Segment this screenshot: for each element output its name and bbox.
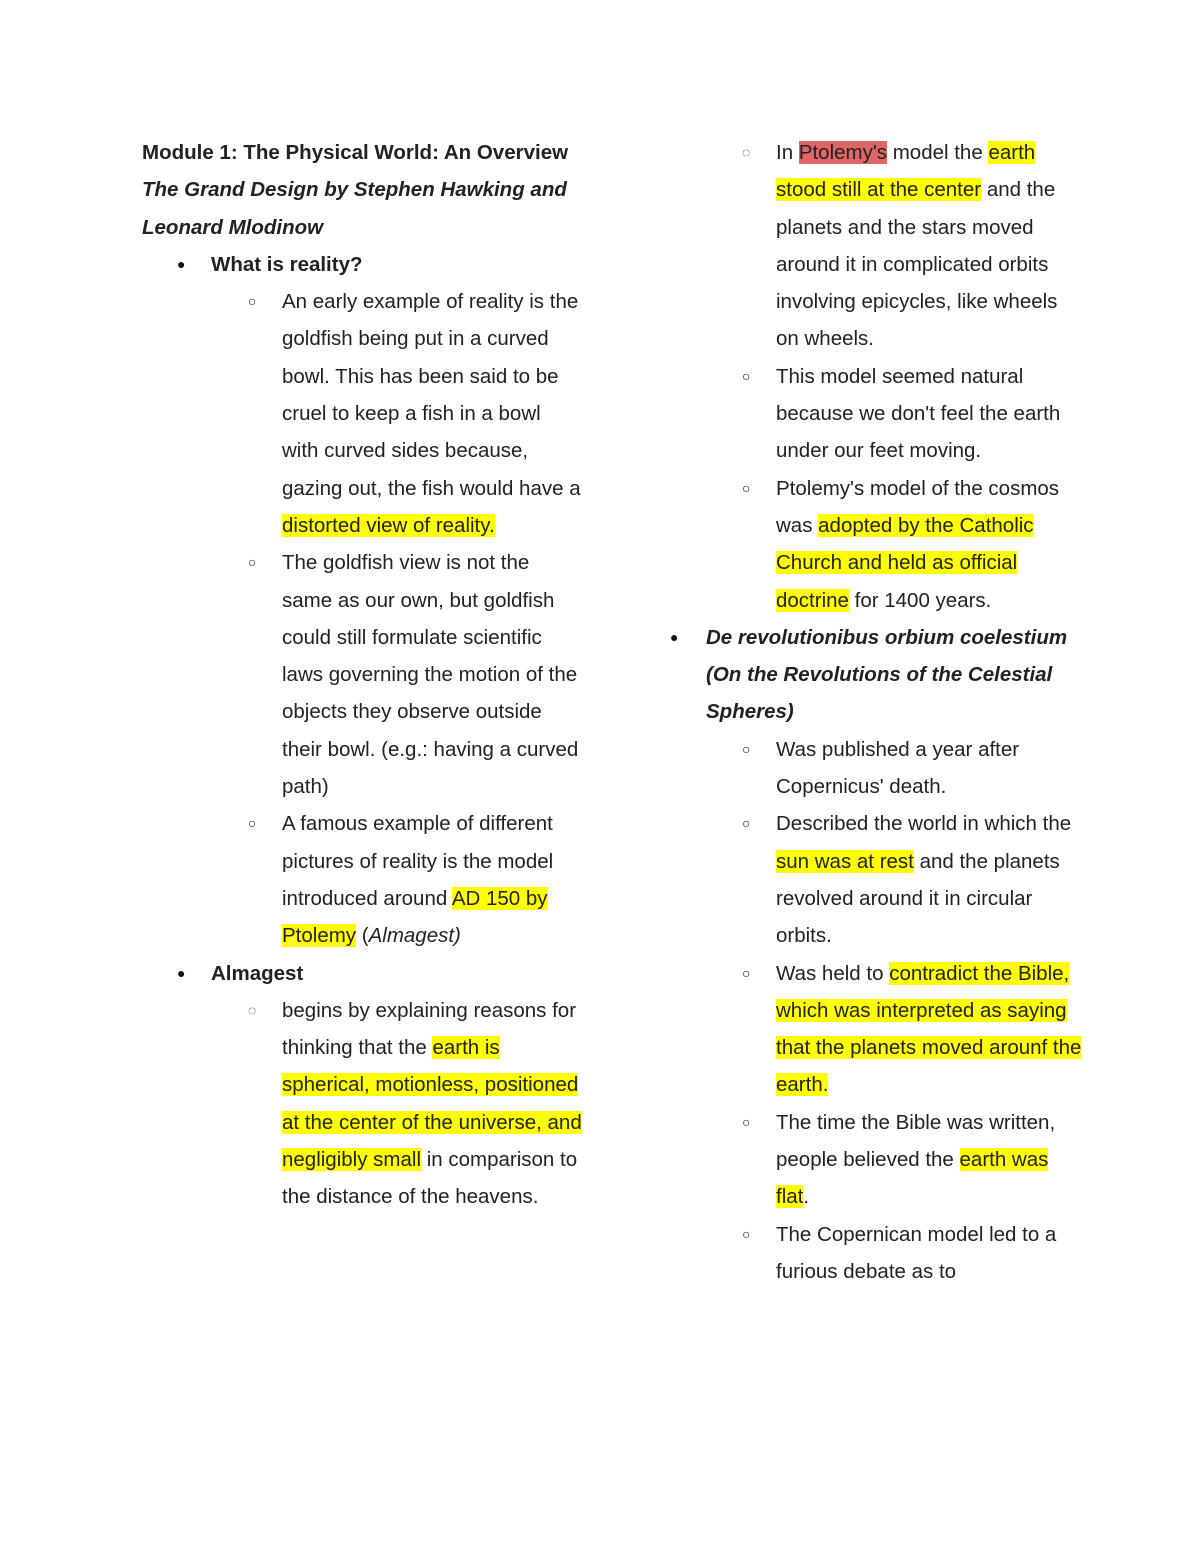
outline-list <box>142 246 582 1216</box>
bullet-dotted-circle-icon <box>742 134 750 171</box>
highlight-text: adopted by the Catholic Church and held as official doctrine <box>776 513 1034 612</box>
item-text: and the planets and the stars moved around it in complicated orbits involving epicycles, like wheels on wheels. <box>776 178 1058 351</box>
heading-text: What is reality? <box>211 252 363 276</box>
item-text: model the <box>887 141 989 164</box>
bullet-circle-icon <box>248 544 256 581</box>
highlight-text: earth is spherical, motionless, positioned at the center of the universe, and negligibly small <box>282 1036 582 1172</box>
list-item <box>142 544 582 805</box>
list-item <box>663 1104 1083 1216</box>
item-text: for 1400 years. <box>848 588 992 612</box>
italic-text: Almagest) <box>368 924 461 948</box>
heading-de-revolutionibus <box>663 619 1083 731</box>
item-text: and the planets revolved around it in circular orbits. <box>776 849 1060 948</box>
item-text: Was published a year after Copernicus' death. <box>776 737 1020 799</box>
bullet-circle-icon <box>742 358 750 395</box>
right-column <box>663 134 1083 1290</box>
heading-text: Almagest <box>211 961 304 985</box>
bullet-circle-icon <box>742 955 750 992</box>
item-text: Was held to <box>776 961 890 985</box>
bullet-circle-icon <box>742 470 750 507</box>
item-text: in comparison to the distance of the heavens. <box>282 1148 578 1209</box>
list-item <box>663 134 1083 358</box>
list-item <box>663 470 1083 619</box>
module-title: Module 1: The Physical World: An Overview <box>142 141 569 164</box>
heading-what-is-reality <box>142 246 582 283</box>
item-text: begins by explaining reasons for thinking that the <box>282 998 577 1060</box>
item-text: Described the world in which the <box>776 812 1072 836</box>
item-text: The Copernican model led to a furious debate as to <box>776 1222 1057 1283</box>
heading-almagest <box>142 955 582 992</box>
bullet-circle-icon <box>742 1216 750 1253</box>
heading-text: De revolutionibus orbium coelestium (On the Revolutions of the Celestial Spheres) <box>706 625 1068 724</box>
highlight-red-text: Ptolemy's <box>798 141 888 164</box>
bullet-disc-icon <box>177 955 185 992</box>
bullet-circle-icon <box>248 805 256 842</box>
highlight-text: distorted view of reality. <box>282 513 495 537</box>
list-item <box>663 358 1083 470</box>
item-text: ( <box>356 924 369 948</box>
highlight-text: contradict the Bible, which was interpreted as saying that the planets moved arounf the earth. <box>776 961 1082 1097</box>
bullet-disc-icon <box>670 619 678 656</box>
item-text: A famous example of different pictures of reality is the model introduced around <box>282 812 554 910</box>
list-item <box>663 1216 1083 1291</box>
bullet-circle-icon <box>742 1104 750 1141</box>
outline-list-continued <box>663 134 1083 1290</box>
bullet-circle-icon <box>742 805 750 842</box>
list-item <box>142 805 582 954</box>
book-title: The Grand Design by Stephen Hawking and Leonard Mlodinow <box>142 178 567 239</box>
highlight-text: sun was at rest <box>776 849 914 873</box>
highlight-text: earth stood still at the center <box>776 141 1036 202</box>
list-item <box>663 805 1083 954</box>
item-text: The goldfish view is not the same as our own, but goldfish could still formulate scientific laws governing the motion of the objects they observe outside their bowl. (e.g.: having a curved path) <box>282 551 579 799</box>
list-item <box>663 955 1083 1104</box>
highlight-text: AD 150 by Ptolemy <box>282 886 548 948</box>
item-text: The time the Bible was written, people believed the <box>776 1110 1056 1172</box>
item-text: . <box>803 1185 810 1209</box>
item-text: Ptolemy's model of the cosmos was <box>776 476 1060 537</box>
item-text: This model seemed natural because we don't feel the earth under our feet moving. <box>776 364 1061 463</box>
item-text: In <box>776 141 799 164</box>
bullet-circle-icon <box>248 283 256 320</box>
bullet-dotted-circle-icon <box>248 992 256 1029</box>
list-item <box>663 731 1083 806</box>
list-item <box>142 283 582 544</box>
item-text: An early example of reality is the goldfish being put in a curved bowl. This has been said to be cruel to keep a fish in a bowl with curved sides because, gazing out, the fish would have a <box>282 290 581 500</box>
list-item <box>142 992 582 1216</box>
bullet-circle-icon <box>742 731 750 768</box>
left-column <box>142 134 582 1216</box>
bullet-disc-icon <box>177 246 185 283</box>
highlight-text: earth was flat <box>776 1148 1049 1209</box>
